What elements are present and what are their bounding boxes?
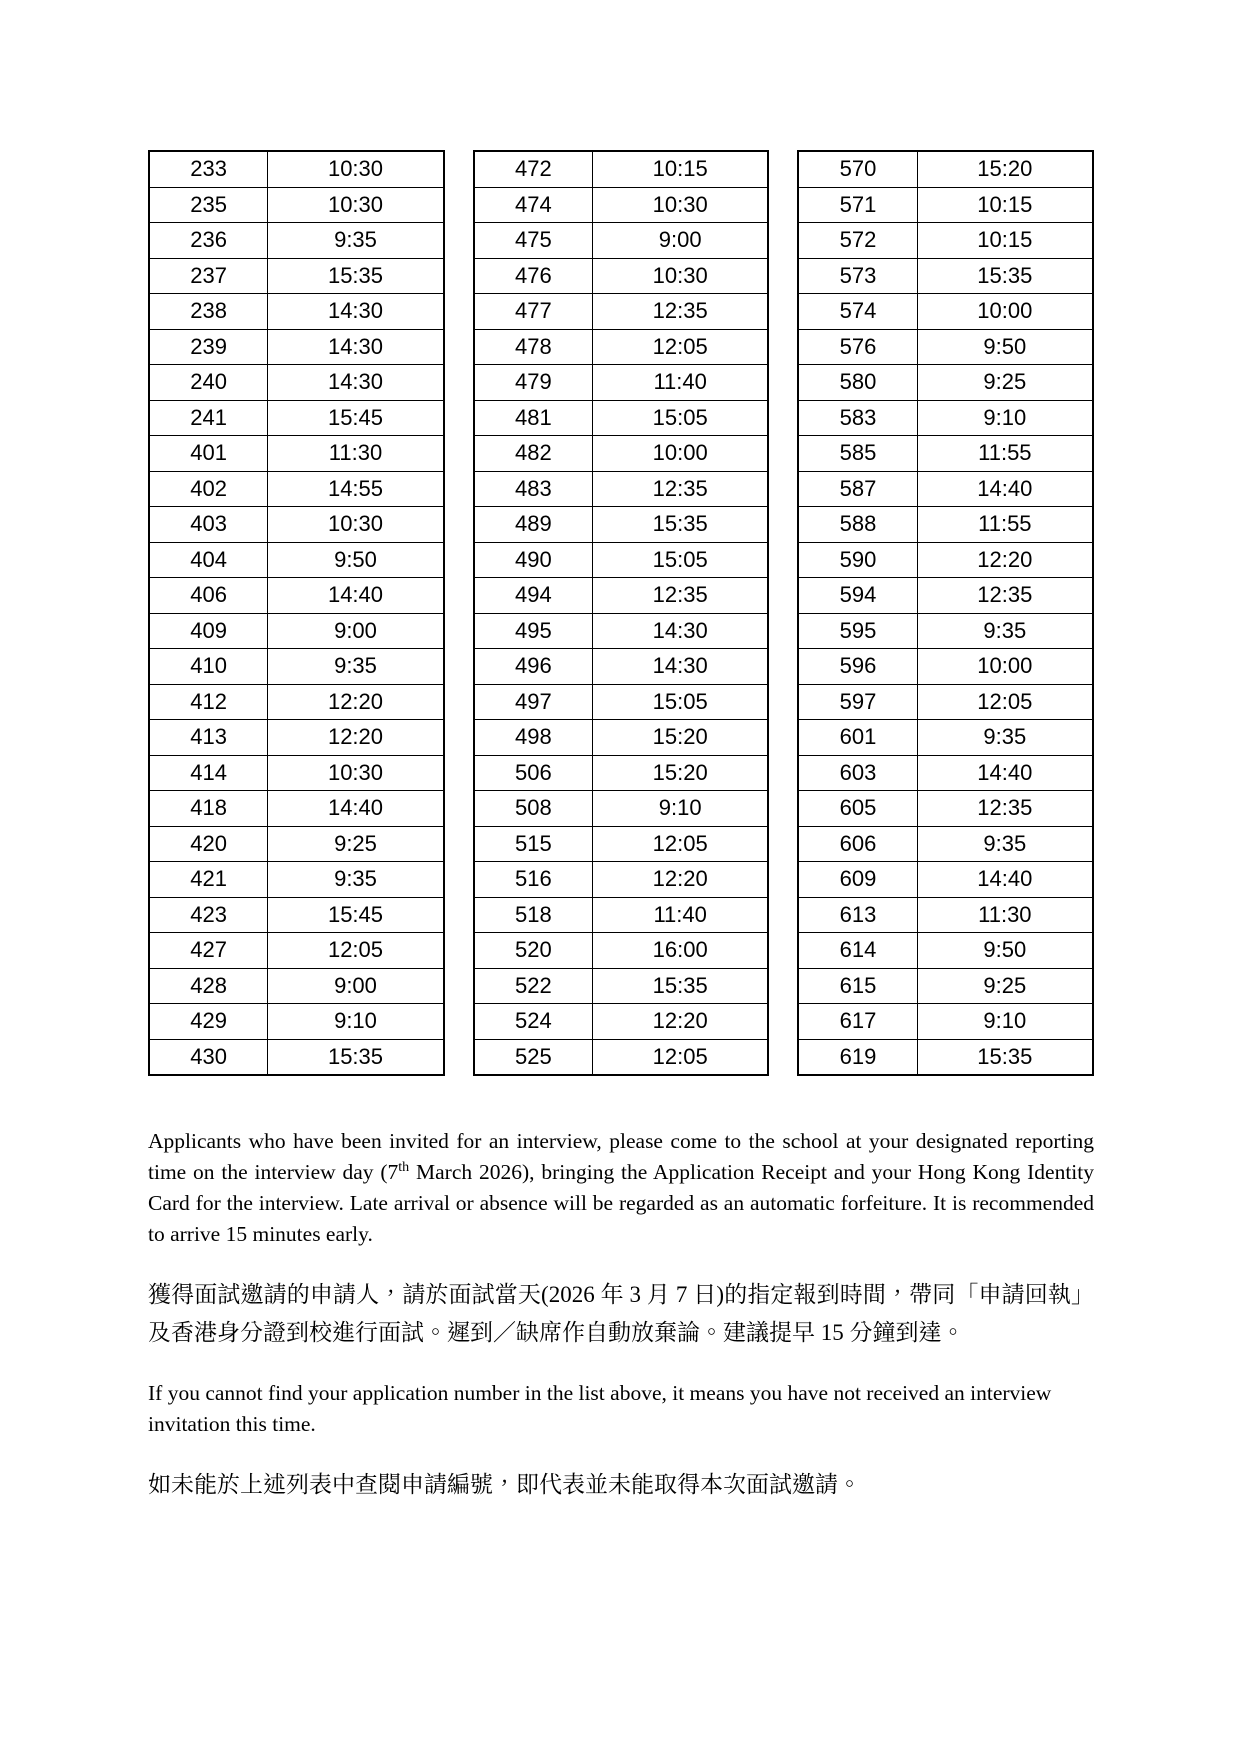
reporting-time-cell: 14:40: [917, 471, 1093, 507]
table-row: [798, 400, 1093, 436]
reporting-time-cell: 9:35: [917, 826, 1093, 862]
application-number-cell: 406: [149, 578, 268, 614]
table-row: [474, 1004, 769, 1040]
table-row: [474, 684, 769, 720]
application-number-cell: 420: [149, 826, 268, 862]
application-number-cell: 423: [149, 897, 268, 933]
application-number-cell: 572: [798, 223, 917, 259]
reporting-time-cell: 9:50: [268, 542, 444, 578]
application-number-cell: 595: [798, 613, 917, 649]
table-row: [149, 791, 444, 827]
table-row: [149, 755, 444, 791]
application-number-cell: 585: [798, 436, 917, 472]
table-row: [798, 223, 1093, 259]
application-number-cell: 515: [474, 826, 593, 862]
reporting-time-cell: 12:20: [917, 542, 1093, 578]
reporting-time-cell: 10:30: [592, 187, 768, 223]
application-number-cell: 235: [149, 187, 268, 223]
reporting-time-cell: 12:20: [592, 1004, 768, 1040]
reporting-time-cell: 10:00: [592, 436, 768, 472]
reporting-time-cell: 12:35: [592, 294, 768, 330]
reporting-time-cell: 12:05: [592, 826, 768, 862]
reporting-time-cell: 10:30: [268, 151, 444, 187]
reporting-time-cell: 9:35: [268, 223, 444, 259]
table-row: [149, 897, 444, 933]
reporting-time-cell: 15:35: [268, 1039, 444, 1075]
application-number-cell: 404: [149, 542, 268, 578]
paragraph-english-not-invited: If you cannot find your application number in the list above, it means you have not received an interview invitation this time.: [148, 1381, 1052, 1436]
table-row: [474, 507, 769, 543]
table-row: [798, 791, 1093, 827]
application-number-cell: 574: [798, 294, 917, 330]
application-number-cell: 427: [149, 933, 268, 969]
table-row: [798, 649, 1093, 685]
reporting-time-cell: 14:30: [268, 294, 444, 330]
reporting-time-cell: 15:05: [592, 400, 768, 436]
application-number-cell: 479: [474, 365, 593, 401]
table-row: [798, 294, 1093, 330]
application-number-cell: 506: [474, 755, 593, 791]
reporting-time-cell: 10:15: [917, 187, 1093, 223]
reporting-time-cell: 14:30: [268, 329, 444, 365]
table-row: [474, 542, 769, 578]
application-number-cell: 237: [149, 258, 268, 294]
table-row: [474, 1039, 769, 1075]
application-number-cell: 516: [474, 862, 593, 898]
reporting-time-cell: 9:25: [268, 826, 444, 862]
application-number-cell: 238: [149, 294, 268, 330]
table-row: [798, 684, 1093, 720]
application-number-cell: 241: [149, 400, 268, 436]
table-row: [149, 436, 444, 472]
reporting-time-cell: 15:35: [917, 1039, 1093, 1075]
table-row: [474, 187, 769, 223]
reporting-time-cell: 14:40: [268, 578, 444, 614]
table-row: [149, 684, 444, 720]
reporting-time-cell: 9:35: [268, 649, 444, 685]
reporting-time-cell: 12:05: [592, 329, 768, 365]
application-number-cell: 525: [474, 1039, 593, 1075]
table-row: [474, 968, 769, 1004]
paragraph-chinese-not-invited: 如未能於上述列表中查閱申請編號，即代表並未能取得本次面試邀請。: [148, 1472, 861, 1497]
reporting-time-cell: 14:40: [917, 862, 1093, 898]
application-number-cell: 605: [798, 791, 917, 827]
table-row: [474, 365, 769, 401]
table-row: [474, 436, 769, 472]
application-number-cell: 583: [798, 400, 917, 436]
application-number-cell: 597: [798, 684, 917, 720]
reporting-time-cell: 16:00: [592, 933, 768, 969]
table-row: [798, 471, 1093, 507]
reporting-time-cell: 11:55: [917, 436, 1093, 472]
application-number-cell: 481: [474, 400, 593, 436]
reporting-time-cell: 15:20: [917, 151, 1093, 187]
reporting-time-cell: 9:50: [917, 933, 1093, 969]
table-row: [798, 187, 1093, 223]
reporting-time-cell: 9:25: [917, 968, 1093, 1004]
table-row: [798, 1004, 1093, 1040]
reporting-time-cell: 11:30: [917, 897, 1093, 933]
table-row: [798, 578, 1093, 614]
application-number-cell: 489: [474, 507, 593, 543]
application-number-cell: 522: [474, 968, 593, 1004]
english-instructions-text-before-date: Applicants who have been invited for an interview, please come to the school at your designated reporting time on the interview day (7: [148, 1129, 1094, 1184]
reporting-time-cell: 11:40: [592, 897, 768, 933]
application-number-cell: 409: [149, 613, 268, 649]
application-number-cell: 428: [149, 968, 268, 1004]
schedule-table-middle: [473, 150, 770, 1076]
reporting-time-cell: 9:35: [268, 862, 444, 898]
application-number-cell: 596: [798, 649, 917, 685]
table-row: [798, 507, 1093, 543]
table-row: [798, 613, 1093, 649]
schedule-table-middle-body: [474, 151, 769, 1075]
table-row: [798, 862, 1093, 898]
table-row: [149, 862, 444, 898]
reporting-time-cell: 9:10: [268, 1004, 444, 1040]
table-row: [474, 471, 769, 507]
table-row: [798, 1039, 1093, 1075]
reporting-time-cell: 10:30: [268, 507, 444, 543]
application-number-cell: 421: [149, 862, 268, 898]
table-row: [798, 826, 1093, 862]
reporting-time-cell: 12:20: [268, 684, 444, 720]
reporting-time-cell: 14:40: [268, 791, 444, 827]
application-number-cell: 418: [149, 791, 268, 827]
table-row: [474, 613, 769, 649]
application-number-cell: 613: [798, 897, 917, 933]
application-number-cell: 233: [149, 151, 268, 187]
application-number-cell: 429: [149, 1004, 268, 1040]
table-row: [474, 720, 769, 756]
reporting-time-cell: 12:35: [917, 578, 1093, 614]
application-number-cell: 494: [474, 578, 593, 614]
application-number-cell: 476: [474, 258, 593, 294]
reporting-time-cell: 10:30: [592, 258, 768, 294]
table-row: [149, 329, 444, 365]
application-number-cell: 483: [474, 471, 593, 507]
application-number-cell: 495: [474, 613, 593, 649]
application-number-cell: 594: [798, 578, 917, 614]
application-number-cell: 606: [798, 826, 917, 862]
application-number-cell: 474: [474, 187, 593, 223]
table-row: [149, 258, 444, 294]
schedule-table-right-body: [798, 151, 1093, 1075]
reporting-time-cell: 9:10: [592, 791, 768, 827]
reporting-time-cell: 14:30: [592, 613, 768, 649]
reporting-time-cell: 11:30: [268, 436, 444, 472]
reporting-time-cell: 11:40: [592, 365, 768, 401]
english-instructions-text-after-date: March 2026), bringing the Application Receipt and your Hong Kong Identity Card for the interview. Late arrival or absence will be regarded as an automatic forfeiture. It is recommended to arrive 15 minutes early.: [148, 1160, 1094, 1246]
reporting-time-cell: 15:35: [592, 507, 768, 543]
ordinal-superscript: th: [398, 1159, 410, 1175]
reporting-time-cell: 15:05: [592, 542, 768, 578]
application-number-cell: 430: [149, 1039, 268, 1075]
table-row: [149, 187, 444, 223]
application-number-cell: 413: [149, 720, 268, 756]
reporting-time-cell: 14:30: [268, 365, 444, 401]
reporting-time-cell: 12:35: [592, 471, 768, 507]
schedule-table-left-body: [149, 151, 444, 1075]
application-number-cell: 587: [798, 471, 917, 507]
table-row: [149, 1039, 444, 1075]
reporting-time-cell: 12:05: [592, 1039, 768, 1075]
reporting-time-cell: 9:25: [917, 365, 1093, 401]
table-row: [474, 933, 769, 969]
table-row: [149, 1004, 444, 1040]
application-number-cell: 490: [474, 542, 593, 578]
table-row: [798, 755, 1093, 791]
table-row: [149, 151, 444, 187]
table-row: [798, 542, 1093, 578]
table-row: [149, 826, 444, 862]
application-number-cell: 601: [798, 720, 917, 756]
reporting-time-cell: 9:10: [917, 400, 1093, 436]
table-row: [149, 365, 444, 401]
reporting-time-cell: 12:20: [592, 862, 768, 898]
reporting-time-cell: 12:35: [917, 791, 1093, 827]
reporting-time-cell: 15:20: [592, 755, 768, 791]
reporting-time-cell: 12:35: [592, 578, 768, 614]
application-number-cell: 472: [474, 151, 593, 187]
reporting-time-cell: 14:40: [917, 755, 1093, 791]
application-number-cell: 414: [149, 755, 268, 791]
reporting-time-cell: 15:45: [268, 897, 444, 933]
table-row: [798, 933, 1093, 969]
table-row: [474, 400, 769, 436]
application-number-cell: 576: [798, 329, 917, 365]
table-row: [149, 542, 444, 578]
application-number-cell: 508: [474, 791, 593, 827]
table-row: [474, 151, 769, 187]
application-number-cell: 518: [474, 897, 593, 933]
reporting-time-cell: 10:00: [917, 294, 1093, 330]
reporting-time-cell: 14:55: [268, 471, 444, 507]
application-number-cell: 570: [798, 151, 917, 187]
table-row: [798, 151, 1093, 187]
application-number-cell: 401: [149, 436, 268, 472]
reporting-time-cell: 10:15: [917, 223, 1093, 259]
reporting-time-cell: 14:30: [592, 649, 768, 685]
application-number-cell: 475: [474, 223, 593, 259]
reporting-time-cell: 15:35: [268, 258, 444, 294]
table-row: [798, 329, 1093, 365]
application-number-cell: 615: [798, 968, 917, 1004]
application-number-cell: 498: [474, 720, 593, 756]
reporting-time-cell: 15:05: [592, 684, 768, 720]
reporting-time-cell: 15:35: [917, 258, 1093, 294]
table-row: [149, 223, 444, 259]
reporting-time-cell: 15:35: [592, 968, 768, 1004]
table-row: [149, 720, 444, 756]
application-number-cell: 609: [798, 862, 917, 898]
reporting-time-cell: 10:00: [917, 649, 1093, 685]
application-number-cell: 497: [474, 684, 593, 720]
reporting-time-cell: 10:30: [268, 755, 444, 791]
table-row: [474, 258, 769, 294]
application-number-cell: 588: [798, 507, 917, 543]
table-row: [474, 862, 769, 898]
schedule-table-left: [148, 150, 445, 1076]
table-row: [149, 649, 444, 685]
reporting-time-cell: 9:00: [268, 613, 444, 649]
reporting-time-cell: 12:05: [268, 933, 444, 969]
application-number-cell: 240: [149, 365, 268, 401]
application-number-cell: 496: [474, 649, 593, 685]
application-number-cell: 478: [474, 329, 593, 365]
reporting-time-cell: 15:20: [592, 720, 768, 756]
table-row: [149, 400, 444, 436]
table-row: [798, 365, 1093, 401]
table-row: [798, 968, 1093, 1004]
table-row: [474, 791, 769, 827]
application-number-cell: 410: [149, 649, 268, 685]
reporting-time-cell: 12:20: [268, 720, 444, 756]
table-row: [474, 578, 769, 614]
table-row: [474, 649, 769, 685]
table-row: [798, 897, 1093, 933]
reporting-time-cell: 9:35: [917, 720, 1093, 756]
table-row: [149, 933, 444, 969]
application-number-cell: 236: [149, 223, 268, 259]
application-number-cell: 617: [798, 1004, 917, 1040]
table-row: [149, 968, 444, 1004]
application-number-cell: 482: [474, 436, 593, 472]
application-number-cell: 477: [474, 294, 593, 330]
reporting-time-cell: 15:45: [268, 400, 444, 436]
table-row: [149, 471, 444, 507]
table-row: [149, 613, 444, 649]
table-row: [149, 507, 444, 543]
application-number-cell: 590: [798, 542, 917, 578]
reporting-time-cell: 9:00: [268, 968, 444, 1004]
application-number-cell: 403: [149, 507, 268, 543]
application-number-cell: 580: [798, 365, 917, 401]
interview-schedule-tables: [148, 150, 1094, 1076]
table-row: [474, 223, 769, 259]
paragraph-chinese-instructions: 獲得面試邀請的申請人，請於面試當天(2026 年 3 月 7 日)的指定報到時間，帶同「申請回執」及香港身分證到校進行面試。遲到／缺席作自動放棄論。建議提早 15 分鐘到達。: [148, 1282, 1094, 1345]
application-number-cell: 573: [798, 258, 917, 294]
reporting-time-cell: 9:10: [917, 1004, 1093, 1040]
application-number-cell: 614: [798, 933, 917, 969]
reporting-time-cell: 10:15: [592, 151, 768, 187]
table-row: [474, 294, 769, 330]
table-row: [149, 294, 444, 330]
schedule-table-right: [797, 150, 1094, 1076]
reporting-time-cell: 11:55: [917, 507, 1093, 543]
application-number-cell: 524: [474, 1004, 593, 1040]
table-row: [474, 897, 769, 933]
paragraph-english-instructions: [148, 1126, 1094, 1250]
application-number-cell: 412: [149, 684, 268, 720]
table-row: [798, 720, 1093, 756]
application-number-cell: 603: [798, 755, 917, 791]
table-row: [798, 258, 1093, 294]
application-number-cell: 239: [149, 329, 268, 365]
application-number-cell: 571: [798, 187, 917, 223]
reporting-time-cell: 9:35: [917, 613, 1093, 649]
application-number-cell: 619: [798, 1039, 917, 1075]
table-row: [474, 826, 769, 862]
table-row: [798, 436, 1093, 472]
reporting-time-cell: 10:30: [268, 187, 444, 223]
table-row: [474, 329, 769, 365]
reporting-time-cell: 9:00: [592, 223, 768, 259]
table-row: [474, 755, 769, 791]
application-number-cell: 402: [149, 471, 268, 507]
reporting-time-cell: 9:50: [917, 329, 1093, 365]
table-row: [149, 578, 444, 614]
application-number-cell: 520: [474, 933, 593, 969]
reporting-time-cell: 12:05: [917, 684, 1093, 720]
